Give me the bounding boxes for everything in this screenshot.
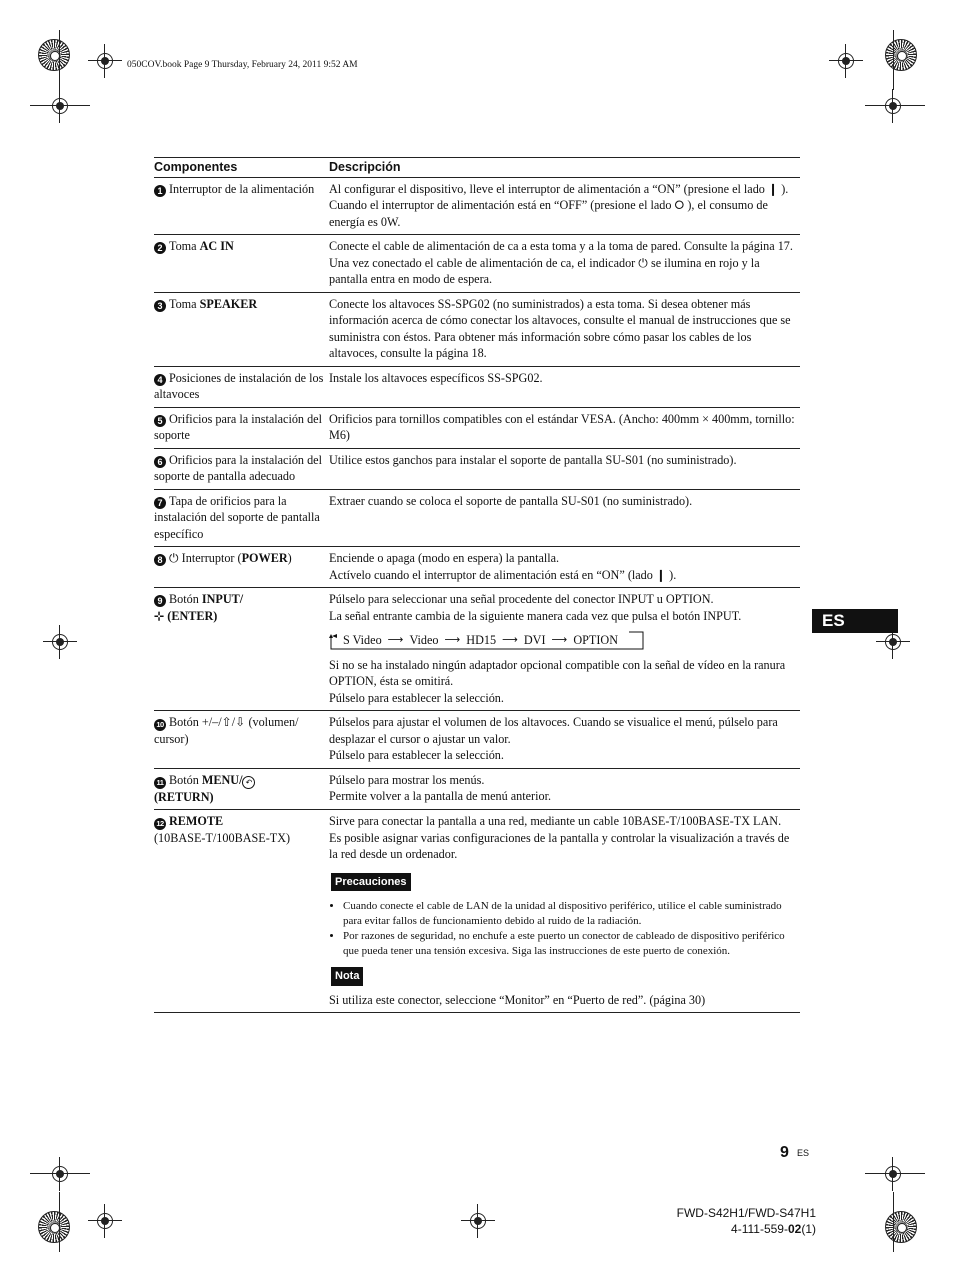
trim-line	[893, 1192, 894, 1252]
registration-rosette-top-right	[885, 39, 917, 71]
crosshair-mark	[838, 53, 854, 69]
component-name-bold: REMOTE	[169, 814, 224, 828]
description-line: Púlselo para establecer la selección.	[329, 690, 504, 705]
trim-line	[893, 30, 894, 90]
return-icon: ↶	[242, 776, 255, 789]
table-row	[154, 177, 800, 235]
component-name-bold: AC IN	[199, 239, 234, 253]
flow-step: Video	[409, 633, 439, 647]
column-header-componentes: Componentes	[154, 158, 329, 178]
component-name-line2: (RETURN)	[154, 789, 214, 804]
input-cycle-diagram	[329, 632, 641, 649]
component-name-bold: POWER	[241, 551, 288, 565]
table-header-row	[154, 158, 800, 178]
component-name-bold: SPEAKER	[199, 296, 258, 311]
arrow-right-icon: ⟶	[444, 633, 461, 646]
description-line: Púlselo para mostrar los menús.	[329, 772, 485, 787]
description-line: Actívelo cuando el interruptor de alimentación está en “ON” (lado ❙ ).	[329, 567, 677, 582]
arrow-right-icon: ⟶	[387, 633, 404, 646]
component-name-bold: INPUT/	[201, 592, 244, 606]
description-line: Instale los altavoces específicos SS-SPG02.	[329, 370, 543, 385]
crosshair-mark	[52, 1166, 68, 1182]
table-row	[154, 810, 800, 1013]
description-line: Púlselos para ajustar el volumen de los altavoces. Cuando se visualice el menú, púlselo para desplazar el cursor o ajustar un valor.	[329, 715, 778, 746]
component-name-line2: ⊹ (ENTER)	[154, 608, 218, 623]
item-number-badge: 5	[154, 415, 166, 427]
precautions-label: Precauciones	[331, 873, 411, 892]
crosshair-mark	[97, 53, 113, 69]
note-text: Si utiliza este conector, seleccione “Monitor” en “Puerto de red”. (página 30)	[329, 992, 706, 1007]
table-row	[154, 768, 800, 810]
registration-rosette-bottom-left	[38, 1211, 70, 1243]
table-row	[154, 588, 800, 711]
component-name: Posiciones de instalación de los altavoces	[154, 370, 324, 401]
crosshair-mark	[885, 98, 901, 114]
description-line: Sirve para conectar la pantalla a una red, mediante un cable 10BASE-T/100BASE-TX LAN.	[329, 814, 782, 828]
page-number: 9	[780, 1144, 789, 1161]
description-line: La señal entrante cambia de la siguiente manera cada vez que pulsa el botón INPUT.	[329, 608, 742, 623]
description-line: Permite volver a la pantalla de menú anterior.	[329, 789, 551, 803]
table-row	[154, 448, 800, 489]
page-number-suffix: ES	[797, 1148, 810, 1158]
component-name-line2: (10BASE-T/100BASE-TX)	[154, 831, 291, 845]
language-tab: ES	[812, 609, 898, 633]
component-name-prefix: Botón	[169, 592, 202, 606]
column-header-descripcion: Descripción	[329, 158, 800, 178]
arrow-right-icon: ⟶	[551, 633, 568, 646]
flow-step: S Video	[343, 633, 382, 647]
arrow-right-icon: ⟶	[502, 633, 518, 646]
part-code-suffix: (1)	[801, 1222, 816, 1236]
model-block	[677, 1205, 816, 1237]
part-code-prefix: 4-111-559-	[731, 1222, 788, 1236]
description-line: Enciende o apaga (modo en espera) la pantalla.	[329, 551, 560, 565]
description-line: Púlselo para establecer la selección.	[329, 748, 504, 762]
item-number-badge: 3	[154, 300, 166, 312]
note-label: Nota	[331, 967, 363, 986]
crosshair-mark	[885, 634, 901, 650]
file-header-line: 050COV.book Page 9 Thursday, February 24, 2011 9:52 AM	[127, 60, 358, 70]
list-item: • Cuando conecte el cable de LAN de la unidad al dispositivo periférico, utilice el cable suministrado para evitar fallos de funcionamiento debido al ruido de la radiación.	[343, 899, 800, 929]
description-line: Extraer cuando se coloca el soporte de pantalla SU-S01 (no suministrado).	[329, 493, 693, 508]
precautions-list	[329, 899, 800, 959]
description-line: Al configurar el dispositivo, lleve el interruptor de alimentación a “ON” (presione el lado ❙ ).	[329, 181, 789, 196]
component-name-prefix: Toma	[169, 296, 200, 311]
description-line: Es posible asignar varias configuraciones de la pantalla y controlar la visualización a través de la red desde un ordenador.	[329, 830, 790, 861]
component-name-bold: MENU/	[201, 772, 243, 787]
registration-rosette-bottom-right	[885, 1211, 917, 1243]
crosshair-mark	[470, 1213, 486, 1229]
description-line: Conecte el cable de alimentación de ca a esta toma y a la toma de pared. Consulte la página 17.	[329, 239, 793, 253]
flow-step: DVI	[523, 633, 546, 647]
trim-line	[865, 105, 925, 106]
component-name: Interruptor de la alimentación	[169, 181, 315, 196]
item-number-badge: 1	[154, 185, 166, 197]
trim-line	[865, 1173, 925, 1174]
item-number-badge: 12	[154, 818, 166, 830]
table-row	[154, 366, 800, 407]
component-name: Orificios para la instalación del soporte	[154, 411, 322, 442]
component-name-prefix: Botón	[169, 772, 202, 787]
description-line: Si no se ha instalado ningún adaptador opcional compatible con la señal de vídeo en la ranura OPTION, ésta se omitirá.	[329, 657, 786, 688]
crosshair-mark	[885, 1166, 901, 1182]
crosshair-mark	[52, 98, 68, 114]
list-item: • Por razones de seguridad, no enchufe a este puerto un conector de cableado de dispositivo periférico que pueda tener una tensión excesiva. Siga las instrucciones de este puerto de conexión.	[343, 929, 800, 959]
component-name: Tapa de orificios para la instalación del soporte de pantalla específico	[154, 493, 320, 541]
table-row	[154, 547, 800, 588]
component-name: Orificios para la instalación del soporte de pantalla adecuado	[154, 452, 322, 483]
item-number-badge: 4	[154, 374, 166, 386]
item-number-badge: 11	[154, 777, 166, 789]
description-line: Orificios para tornillos compatibles con el estándar VESA. (Ancho: 400mm × 400mm, tornillo: M6)	[329, 411, 795, 442]
component-name-suffix: )	[287, 551, 292, 565]
item-number-badge: 7	[154, 497, 166, 509]
trim-line	[30, 1173, 90, 1174]
item-number-badge: 8	[154, 554, 166, 566]
table-row	[154, 235, 800, 293]
description-line: Cuando el interruptor de alimentación está en “OFF” (presione el lado ⭘ ), el consumo de energía es 0W.	[329, 198, 768, 229]
crosshair-mark	[52, 634, 68, 650]
table-row	[154, 489, 800, 547]
table-row	[154, 292, 800, 366]
item-number-badge: 2	[154, 242, 166, 254]
part-code	[677, 1221, 816, 1237]
model-name: FWD-S42H1/FWD-S47H1	[676, 1206, 816, 1220]
flow-step: HD15	[466, 633, 497, 647]
trim-line	[59, 1192, 60, 1252]
registration-rosette-top-left	[38, 39, 70, 71]
table-row	[154, 711, 800, 769]
part-code-bold: 02	[787, 1222, 802, 1236]
description-line: Utilice estos ganchos para instalar el soporte de pantalla SU-S01 (no suministrado).	[329, 452, 737, 467]
component-name-prefix: ⏻ Interruptor (	[169, 551, 242, 565]
component-name-prefix: Toma	[169, 239, 200, 253]
description-line: Una vez conectado el cable de alimentación de ca, el indicador ⏻ se ilumina en rojo y la pantalla entra en modo de espera.	[329, 255, 760, 286]
cycle-return-arrow	[329, 629, 645, 653]
description-line: Conecte los altavoces SS-SPG02 (no suministrados) a esta toma. Si desea obtener más información acerca de cómo conectar los altavoces, consulte el manual de instrucciones que se suministra con éstos. Para obtener más información sobre cómo pasar los cables de los altavoces, consulte la página 18.	[329, 296, 791, 360]
item-number-badge: 6	[154, 456, 166, 468]
item-number-badge: 9	[154, 595, 166, 607]
components-table	[154, 157, 800, 1013]
table-row	[154, 407, 800, 448]
crosshair-mark	[97, 1213, 113, 1229]
description-line: Púlselo para seleccionar una señal procedente del conector INPUT u OPTION.	[329, 592, 714, 606]
trim-line	[30, 105, 90, 106]
item-number-badge: 10	[154, 719, 166, 731]
component-name: Botón +/–/⇧/⇩ (volumen/ cursor)	[154, 715, 299, 746]
flow-step: OPTION	[573, 633, 618, 647]
trim-line	[59, 30, 60, 90]
